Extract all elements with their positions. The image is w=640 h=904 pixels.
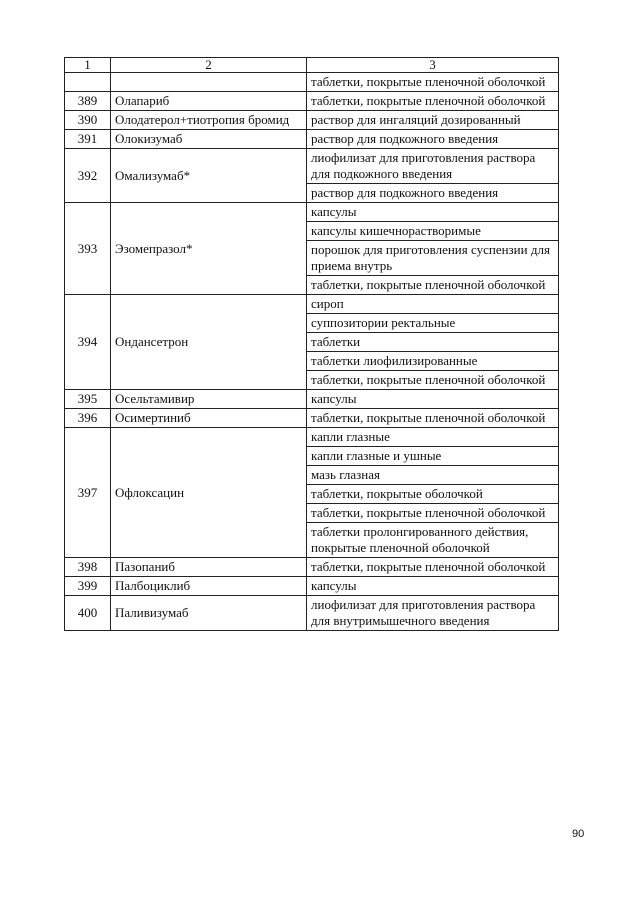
row-number: 397 <box>65 428 111 558</box>
dosage-form: раствор для подкожного введения <box>307 130 559 149</box>
dosage-form: капсулы <box>307 390 559 409</box>
table-row <box>65 203 559 222</box>
dosage-form: таблетки, покрытые пленочной оболочкой <box>307 504 559 523</box>
continuation-form-cell: таблетки, покрытые пленочной оболочкой <box>307 73 559 92</box>
table-row <box>65 295 559 314</box>
dosage-form: таблетки пролонгированного действия, покрытые пленочной оболочкой <box>307 523 559 558</box>
row-number: 389 <box>65 92 111 111</box>
dosage-form: раствор для подкожного введения <box>307 184 559 203</box>
drug-name: Ондансетрон <box>111 295 307 390</box>
table-row <box>65 596 559 631</box>
table-row <box>65 558 559 577</box>
header-col-3: 3 <box>307 58 559 73</box>
table-row <box>65 111 559 130</box>
dosage-form: таблетки лиофилизированные <box>307 352 559 371</box>
dosage-form: капли глазные и ушные <box>307 447 559 466</box>
drug-name: Олокизумаб <box>111 130 307 149</box>
row-number: 390 <box>65 111 111 130</box>
dosage-form: порошок для приготовления суспензии для приема внутрь <box>307 241 559 276</box>
dosage-form: таблетки <box>307 333 559 352</box>
table-row <box>65 92 559 111</box>
row-number: 398 <box>65 558 111 577</box>
drug-name: Олодатерол+тиотропия бромид <box>111 111 307 130</box>
dosage-form: таблетки, покрытые пленочной оболочкой <box>307 92 559 111</box>
dosage-form: лиофилизат для приготовления раствора для подкожного введения <box>307 149 559 184</box>
row-number: 396 <box>65 409 111 428</box>
page-number: 90 <box>572 828 585 840</box>
drug-table <box>64 57 559 631</box>
header-col-2: 2 <box>111 58 307 73</box>
header-row <box>65 58 559 73</box>
dosage-form: капсулы <box>307 203 559 222</box>
row-number: 394 <box>65 295 111 390</box>
drug-name: Олапариб <box>111 92 307 111</box>
drug-name: Омализумаб* <box>111 149 307 203</box>
drug-name: Офлоксацин <box>111 428 307 558</box>
drug-name: Осимертиниб <box>111 409 307 428</box>
dosage-form: суппозитории ректальные <box>307 314 559 333</box>
dosage-form: лиофилизат для приготовления раствора для внутримышечного введения <box>307 596 559 631</box>
dosage-form: мазь глазная <box>307 466 559 485</box>
continuation-num-cell <box>65 73 111 92</box>
dosage-form: таблетки, покрытые пленочной оболочкой <box>307 558 559 577</box>
header-col-1: 1 <box>65 58 111 73</box>
row-number: 395 <box>65 390 111 409</box>
drug-name: Паливизумаб <box>111 596 307 631</box>
drug-name: Осельтамивир <box>111 390 307 409</box>
row-number: 393 <box>65 203 111 295</box>
drug-name: Пазопаниб <box>111 558 307 577</box>
table-row <box>65 428 559 447</box>
dosage-form: сироп <box>307 295 559 314</box>
dosage-form: таблетки, покрытые пленочной оболочкой <box>307 371 559 390</box>
continuation-name-cell <box>111 73 307 92</box>
continuation-row <box>65 73 559 92</box>
dosage-form: таблетки, покрытые пленочной оболочкой <box>307 276 559 295</box>
dosage-form: капли глазные <box>307 428 559 447</box>
drug-table-body <box>65 58 559 631</box>
row-number: 399 <box>65 577 111 596</box>
row-number: 400 <box>65 596 111 631</box>
dosage-form: таблетки, покрытые оболочкой <box>307 485 559 504</box>
row-number: 392 <box>65 149 111 203</box>
table-row <box>65 577 559 596</box>
row-number: 391 <box>65 130 111 149</box>
dosage-form: капсулы кишечнорастворимые <box>307 222 559 241</box>
table-row <box>65 409 559 428</box>
drug-name: Палбоциклиб <box>111 577 307 596</box>
table-row <box>65 130 559 149</box>
dosage-form: капсулы <box>307 577 559 596</box>
drug-name: Эзомепразол* <box>111 203 307 295</box>
dosage-form: таблетки, покрытые пленочной оболочкой <box>307 409 559 428</box>
table-row <box>65 149 559 184</box>
table-row <box>65 390 559 409</box>
dosage-form: раствор для ингаляций дозированный <box>307 111 559 130</box>
